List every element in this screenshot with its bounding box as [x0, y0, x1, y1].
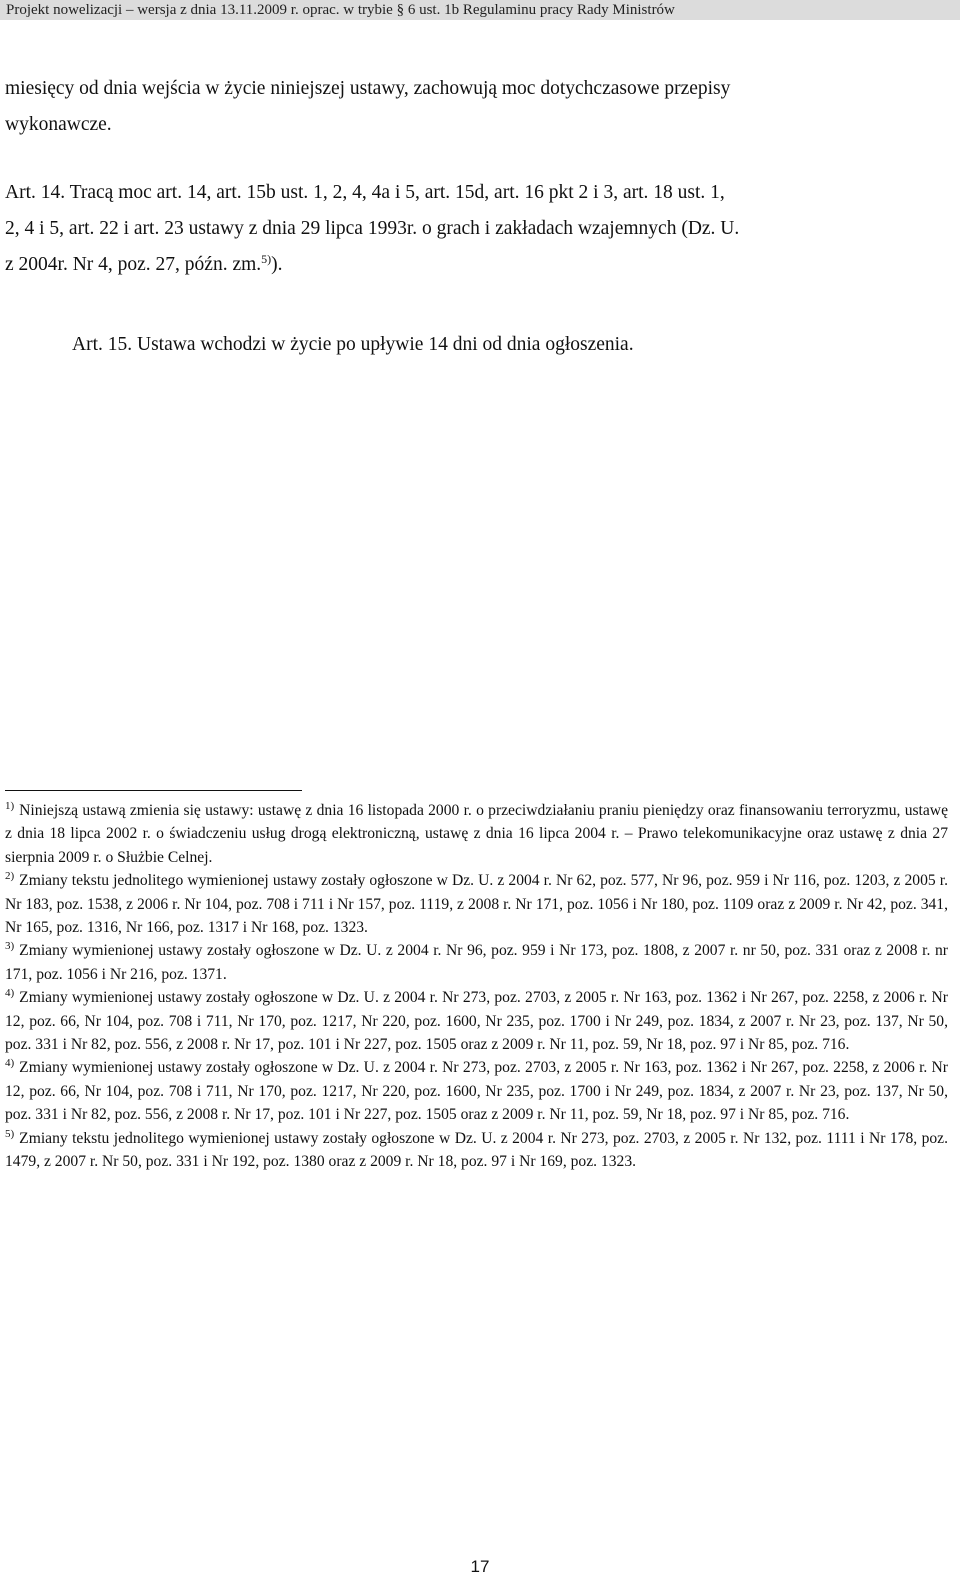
footnote-text: Zmiany wymienionej ustawy zostały ogłoszone w Dz. U. z 2004 r. Nr 96, poz. 959 i Nr 173, poz. 1808, z 2007 r. nr 50, poz. 331 oraz z 2008 r. nr 171, poz. 1056 i Nr 216, poz. 1371.: [5, 942, 948, 983]
text-line: wykonawcze.: [5, 114, 112, 135]
text-line: 2, 4 i 5, art. 22 i art. 23 ustawy z dnia 29 lipca 1993r. o grach i zakładach wzajemnych (Dz. U.: [5, 218, 740, 239]
footnotes: [5, 799, 948, 1174]
document-header: [0, 0, 960, 20]
text-line: Art. 14. Tracą moc art. 14, art. 15b ust. 1, 2, 4, 4a i 5, art. 15d, art. 16 pkt 2 i 3, art. 18 ust. 1,: [5, 182, 725, 203]
footnote: [5, 1056, 948, 1126]
footnote: [5, 869, 948, 939]
text-fragment: z 2004r. Nr 4, poz. 27, późn. zm.: [5, 254, 262, 275]
footnote-mark: 4): [5, 987, 15, 1000]
footnote-mark: 2): [5, 870, 15, 883]
footnote: [5, 986, 948, 1056]
footnote-mark: 1): [5, 799, 15, 812]
footnote-text: Niniejszą ustawą zmienia się ustawy: ustawę z dnia 16 listopada 2000 r. o przeciwdziałaniu praniu pieniędzy oraz finansowaniu terroryzmu, ustawę z dnia 18 lipca 2002 r. o świadczeniu usług drogą elektroniczną, ustawę z dnia 16 lipca 2004 r. – Prawo telekomunikacyjne oraz ustawę z dnia 27 sierpnia 2009 r. o Służbie Celnej.: [5, 802, 948, 866]
footnote-mark: 5): [5, 1127, 15, 1140]
footnote: [5, 939, 948, 986]
text-line: [5, 247, 283, 283]
footnote: [5, 799, 948, 869]
footnote-text: Zmiany tekstu jednolitego wymienionej ustawy zostały ogłoszone w Dz. U. z 2004 r. Nr 62, poz. 577, Nr 96, poz. 959 i Nr 116, poz. 1203, z 2005 r. Nr 183, poz. 1538, z 2006 r. Nr 104, poz. 708 i 711 i Nr 157, poz. 1119, z 2008 r. Nr 171, poz. 1056 i Nr 180, poz. 1109 oraz z 2009 r. Nr 42, poz. 341, Nr 165, poz. 1316, Nr 166, poz. 1317 i Nr 168, poz. 1323.: [5, 872, 948, 937]
footnote-mark: 4): [5, 1057, 15, 1070]
footnote-ref: 5): [261, 251, 272, 266]
footnote-text: Zmiany wymienionej ustawy zostały ogłoszone w Dz. U. z 2004 r. Nr 273, poz. 2703, z 2005 r. Nr 163, poz. 1362 i Nr 267, poz. 2258, z 2006 r. Nr 12, poz. 66, Nr 104, poz. 708 i 711, Nr 170, poz. 1217, Nr 220, poz. 1600, Nr 235, poz. 1700 i Nr 249, poz. 1834, z 2007 r. Nr 23, poz. 137, Nr 50, poz. 331 i Nr 82, poz. 556, z 2008 r. Nr 17, poz. 101 i Nr 227, poz. 1505 oraz z 2009 r. Nr 11, poz. 59, Nr 18, poz. 97 i Nr 85, poz. 716.: [5, 989, 948, 1054]
text-line: miesięcy od dnia wejścia w życie niniejszej ustawy, zachowują moc dotychczasowe przepisy: [5, 78, 731, 99]
footnote-mark: 3): [5, 940, 15, 953]
page-number: 17: [470, 1557, 490, 1576]
footnote-separator: [5, 790, 302, 791]
footnote-text: Zmiany tekstu jednolitego wymienionej ustawy zostały ogłoszone w Dz. U. z 2004 r. Nr 273, poz. 2703, z 2005 r. Nr 132, poz. 1111 i Nr 178, poz. 1479, z 2007 r. Nr 50, poz. 331 i Nr 192, poz. 1380 oraz z 2009 r. Nr 18, poz. 97 i Nr 169, poz. 1323.: [5, 1129, 948, 1171]
header-title: Projekt nowelizacji – wersja z dnia 13.11.2009 r. oprac. w trybie § 6 ust. 1b Regulaminu pracy Rady Ministrów: [6, 2, 675, 18]
text-line: Art. 15. Ustawa wchodzi w życie po upływie 14 dni od dnia ogłoszenia.: [72, 334, 634, 355]
footnote-text: Zmiany wymienionej ustawy zostały ogłoszone w Dz. U. z 2004 r. Nr 273, poz. 2703, z 2005 r. Nr 163, poz. 1362 i Nr 267, poz. 2258, z 2006 r. Nr 12, poz. 66, Nr 104, poz. 708 i 711, Nr 170, poz. 1217, Nr 220, poz. 1600, Nr 235, poz. 1700 i Nr 249, poz. 1834, z 2007 r. Nr 23, poz. 137, Nr 50, poz. 331 i Nr 82, poz. 556, z 2008 r. Nr 17, poz. 101 i Nr 227, poz. 1505 oraz z 2009 r. Nr 11, poz. 59, Nr 18, poz. 97 i Nr 85, poz. 716.: [5, 1059, 948, 1124]
footnote: [5, 1127, 948, 1174]
text-fragment: ).: [271, 254, 283, 275]
